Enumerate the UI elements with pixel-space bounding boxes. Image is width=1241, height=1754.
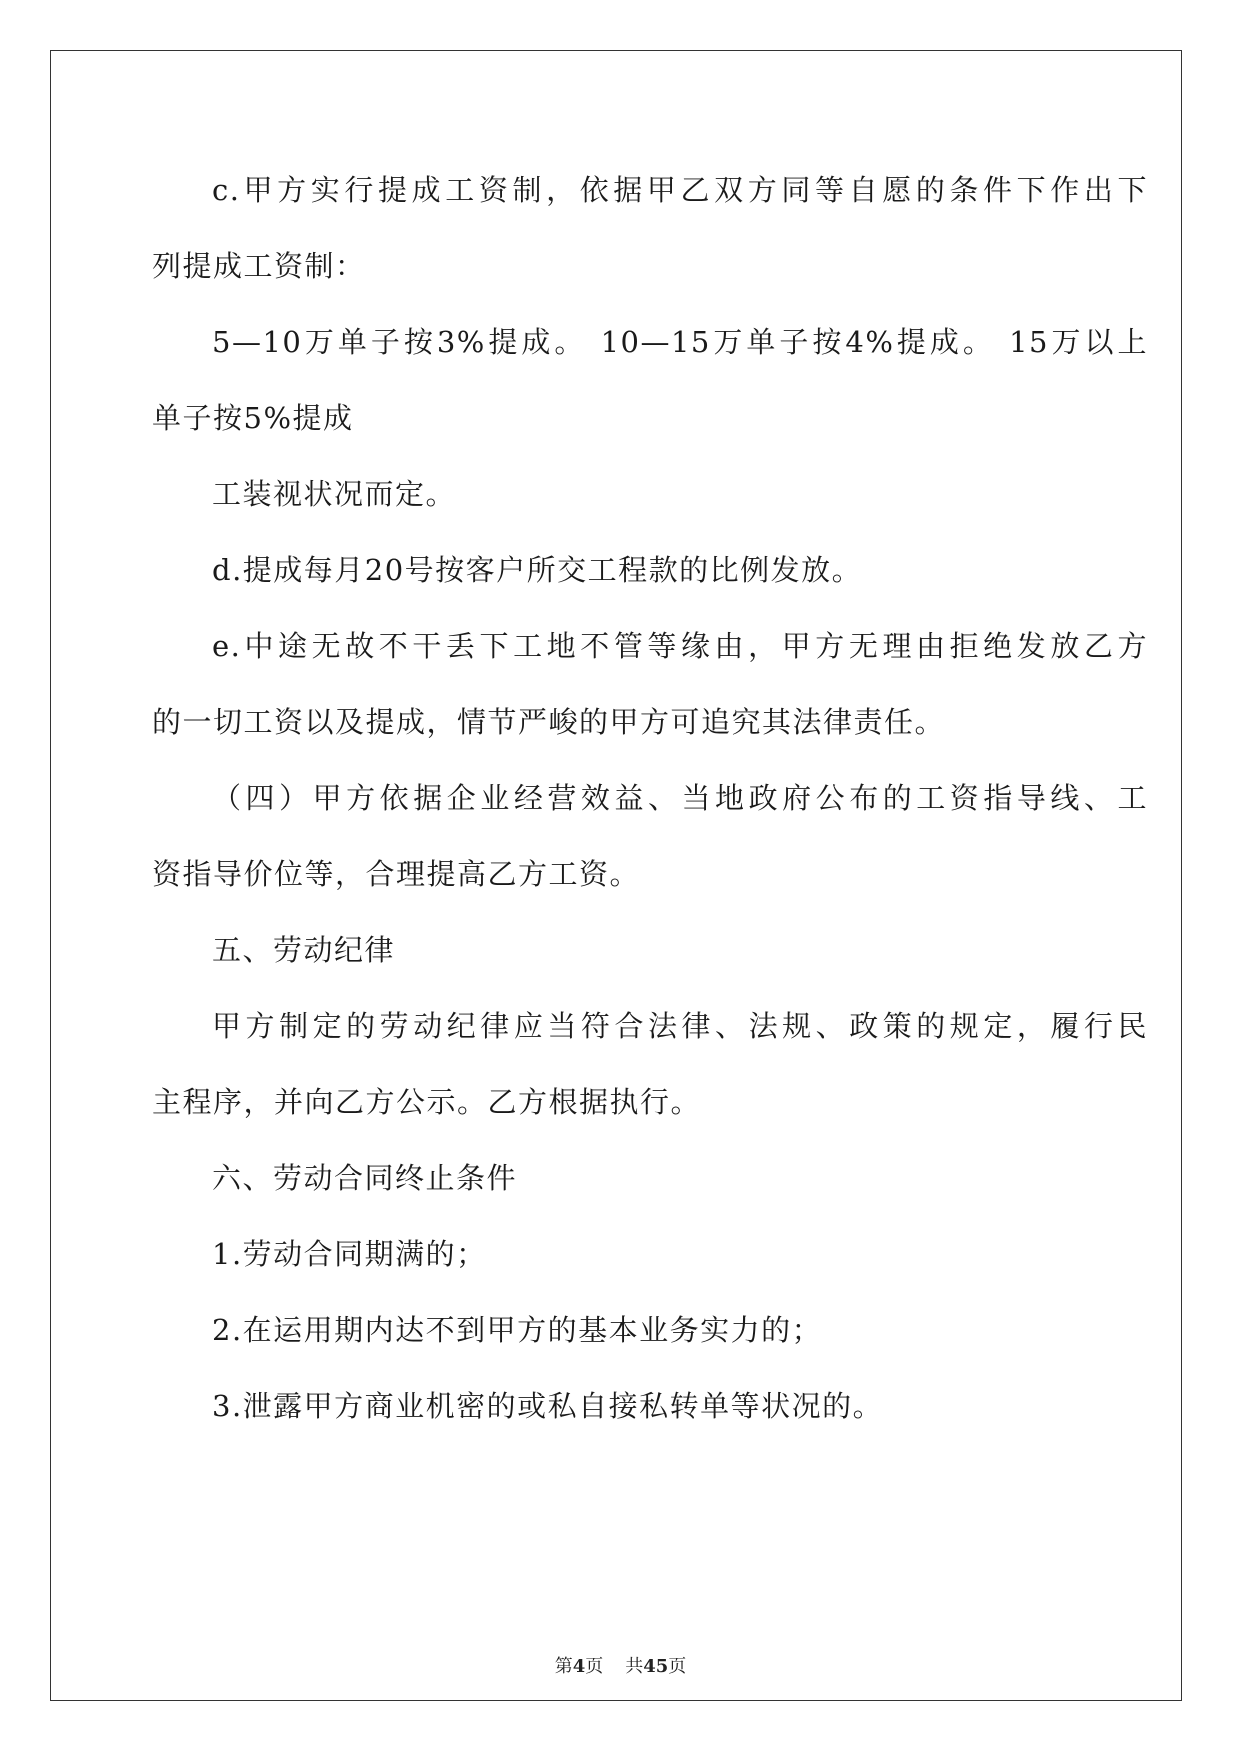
- paragraph-line: 5—10万单子按3%提成。 10—15万单子按4%提成。 15万以上: [212, 325, 1148, 359]
- list-item: 1.劳动合同期满的；: [212, 1237, 487, 1271]
- paragraph-line: e.中途无故不干丢下工地不管等缘由，甲方无理由拒绝发放乙方: [212, 629, 1148, 663]
- paragraph-line: 单子按5%提成: [152, 401, 354, 435]
- footer-total-prefix: 共: [625, 1656, 644, 1677]
- paragraph-line: 甲方制定的劳动纪律应当符合法律、法规、政策的规定，履行民: [212, 1009, 1148, 1043]
- paragraph-line: d.提成每月20号按客户所交工程款的比例发放。: [212, 553, 863, 587]
- list-item: 2.在运用期内达不到甲方的基本业务实力的；: [212, 1313, 823, 1347]
- list-item: 3.泄露甲方商业机密的或私自接私转单等状况的。: [212, 1389, 884, 1423]
- paragraph-line: 资指导价位等，合理提高乙方工资。: [152, 857, 641, 891]
- footer-total-pages: 45: [643, 1656, 669, 1677]
- paragraph-line: 工装视状况而定。: [212, 477, 457, 511]
- footer-page-number: 4: [572, 1656, 586, 1677]
- footer-page-unit: 页: [585, 1656, 604, 1677]
- footer-page-prefix: 第: [554, 1656, 573, 1677]
- section-heading: 五、劳动纪律: [212, 933, 396, 967]
- page-footer: [0, 1652, 1241, 1678]
- section-heading: 六、劳动合同终止条件: [212, 1161, 518, 1195]
- paragraph-line: c.甲方实行提成工资制，依据甲乙双方同等自愿的条件下作出下: [212, 173, 1148, 207]
- paragraph-line: （四）甲方依据企业经营效益、当地政府公布的工资指导线、工: [212, 781, 1148, 815]
- footer-total-unit: 页: [668, 1656, 687, 1677]
- paragraph-line: 主程序，并向乙方公示。乙方根据执行。: [152, 1085, 702, 1119]
- paragraph-line: 列提成工资制：: [152, 249, 366, 283]
- paragraph-line: 的一切工资以及提成，情节严峻的甲方可追究其法律责任。: [152, 705, 946, 739]
